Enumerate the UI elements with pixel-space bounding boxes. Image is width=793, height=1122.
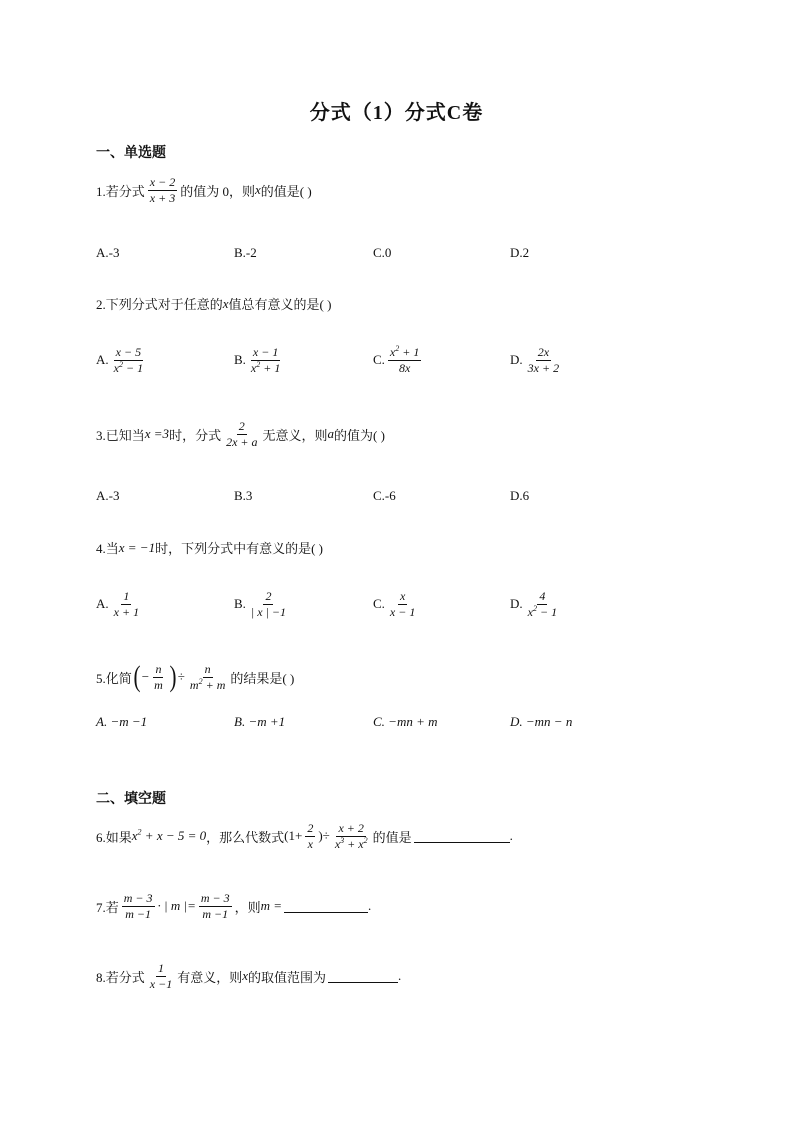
q4-option-a[interactable]	[96, 590, 144, 618]
q7-f1-num: m − 3	[123, 891, 153, 905]
q6-f1-num: 2	[307, 821, 314, 835]
q5-f2-num: n	[204, 661, 211, 676]
q6-open: (1+	[284, 828, 303, 844]
q5-prefix: 5.化简	[96, 670, 132, 686]
q2-d-label: D.	[510, 352, 523, 368]
question-4	[96, 538, 323, 557]
q3-condition: x =3	[144, 426, 170, 442]
section-heading-single-choice: 一、单选题	[96, 146, 166, 161]
q2-b-label: B.	[234, 352, 246, 368]
q4-option-b[interactable]	[234, 590, 291, 618]
q5-f1-den: m	[154, 677, 163, 692]
q3-prefix: 3.已知当	[96, 427, 145, 443]
q2-option-d[interactable]	[510, 346, 564, 374]
q5-f2-den: $m^2 + m$	[189, 676, 226, 692]
q3-option-c[interactable]: C.-6	[373, 488, 396, 503]
q8-answer-blank[interactable]	[328, 970, 398, 983]
question-6	[96, 822, 513, 850]
q3-fraction	[224, 420, 259, 448]
q1-fraction	[148, 176, 177, 204]
q1-mid: 的值为 0，则	[180, 183, 255, 199]
question-2	[96, 294, 331, 313]
q4-b-den: | x | −1	[250, 604, 286, 619]
q4-c-num: x	[399, 589, 406, 603]
q6-f2-den: $x^3 + x^2$	[334, 835, 368, 851]
q2-a-fraction	[112, 346, 145, 374]
q7-mid: · | m |=	[157, 898, 196, 914]
q2-var: x	[222, 295, 229, 311]
q3-option-b[interactable]: B.3	[234, 488, 253, 503]
q6-prefix: 6.如果	[96, 829, 132, 845]
q4-a-num: 1	[123, 589, 130, 603]
q1-option-a[interactable]: A.-3	[96, 245, 120, 260]
q2-b-fraction	[249, 346, 282, 374]
q1-var: x	[254, 182, 261, 198]
q8-f-den: x −1	[149, 976, 173, 991]
q1-suffix: 的值是( )	[260, 183, 312, 199]
q1-prefix: 1.若分式	[96, 183, 145, 199]
q5-option-c[interactable]: C. −mn + m	[373, 714, 438, 729]
q6-divide: ÷	[322, 828, 330, 844]
q7-var: m =	[260, 898, 283, 914]
q3-frac-num: 2	[238, 419, 245, 433]
q2-option-c[interactable]	[373, 346, 424, 374]
q4-option-d[interactable]	[510, 590, 562, 618]
q5-open-paren: (	[133, 660, 141, 693]
q7-f1-den: m −1	[125, 906, 152, 921]
q3-suffix: 的值为( )	[334, 427, 385, 443]
q2-b-num: x − 1	[252, 345, 279, 359]
q2-a-num: x − 5	[115, 345, 142, 359]
question-1	[96, 176, 312, 204]
q5-option-b[interactable]: B. −m +1	[234, 714, 286, 729]
q2-c-label: C.	[373, 352, 385, 368]
q7-fraction-1	[122, 892, 155, 920]
q6-f1-den: x	[307, 836, 313, 851]
q8-mid: 有意义，则	[177, 969, 243, 985]
q5-fraction-1	[152, 663, 165, 691]
q4-c-den: x − 1	[389, 604, 416, 619]
q2-c-fraction	[388, 346, 421, 374]
q5-f1-num: n	[155, 661, 162, 676]
q4-a-fraction	[112, 590, 141, 618]
q5-close-paren: )	[169, 660, 177, 693]
q3-option-d[interactable]: D.6	[510, 488, 530, 503]
q2-c-num: $x^2 + 1$	[389, 344, 420, 359]
q2-a-den: $x^2 - 1$	[113, 359, 144, 375]
q6-fraction-2	[333, 822, 370, 850]
q6-suffix: 的值是	[372, 829, 412, 845]
q4-a-den: x + 1	[113, 604, 140, 619]
q4-suffix: 时，下列分式中有意义的是( )	[155, 541, 324, 556]
q3-var: a	[327, 426, 335, 442]
q5-fraction-2	[188, 663, 227, 691]
q7-fraction-2	[199, 892, 232, 920]
q6-equation: $x^2 + x - 5 = 0$	[131, 827, 207, 844]
page-title: 分式（1）分式C卷	[309, 102, 484, 124]
q6-fraction-1	[305, 822, 315, 850]
section-heading-fill-blank: 二、填空题	[96, 792, 166, 807]
q3-frac-den: 2x + a	[226, 434, 258, 449]
q7-answer-blank[interactable]	[284, 900, 368, 913]
q4-c-fraction	[388, 590, 417, 618]
q2-option-a[interactable]	[96, 346, 148, 374]
q6-end: .	[509, 828, 513, 844]
q7-prefix: 7.若	[96, 899, 119, 915]
q2-d-num: 2x	[537, 345, 550, 359]
q4-a-label: A.	[96, 596, 109, 612]
q8-suffix: 的取值范围为	[248, 969, 327, 985]
q8-fraction	[148, 962, 174, 990]
q1-option-b[interactable]: B.-2	[234, 245, 257, 260]
q2-suffix: 值总有意义的是( )	[228, 297, 332, 312]
q8-prefix: 8.若分式	[96, 969, 145, 985]
q4-d-label: D.	[510, 596, 523, 612]
q5-divide: ÷	[177, 669, 185, 684]
q7-f2-den: m −1	[202, 906, 229, 921]
q4-b-num: 2	[265, 589, 272, 603]
q5-option-a[interactable]: A. −m −1	[96, 714, 148, 729]
q4-b-label: B.	[234, 596, 246, 612]
q5-minus: −	[141, 669, 150, 684]
q2-d-fraction	[526, 346, 561, 374]
q7-f2-num: m − 3	[200, 891, 230, 905]
question-8	[96, 962, 401, 990]
q5-option-d[interactable]: D. −mn − n	[510, 714, 573, 729]
q6-mid: ，那么代数式	[206, 829, 285, 845]
q8-var: x	[242, 968, 248, 984]
q4-d-fraction	[526, 590, 559, 618]
q2-prefix: 2.下列分式对于任意的	[96, 297, 223, 312]
q2-a-label: A.	[96, 352, 109, 368]
q4-b-fraction	[249, 590, 288, 618]
q8-f-num: 1	[157, 961, 164, 975]
q2-c-den: 8x	[398, 360, 411, 375]
q6-answer-blank[interactable]	[414, 830, 510, 843]
q3-option-a[interactable]: A.-3	[96, 488, 120, 503]
q4-c-label: C.	[373, 596, 385, 612]
q1-option-c[interactable]: C.0	[373, 245, 392, 260]
q4-prefix: 4.当	[96, 541, 119, 556]
q4-d-den: $x^2 - 1$	[527, 603, 558, 619]
q1-frac-numerator: x − 2	[149, 175, 176, 189]
q6-f2-num: x + 2	[338, 821, 364, 835]
q2-option-b[interactable]	[234, 346, 285, 374]
q1-option-d[interactable]: D.2	[510, 245, 530, 260]
question-7	[96, 892, 371, 920]
q6-close: )	[318, 828, 323, 844]
q4-d-num: 4	[539, 589, 546, 603]
q4-option-c[interactable]	[373, 590, 420, 618]
question-5	[96, 662, 294, 692]
q2-b-den: $x^2 + 1$	[250, 359, 281, 375]
q3-mid: 时，分式	[169, 427, 222, 443]
q2-d-den: 3x + 2	[527, 360, 560, 375]
q4-condition: x = −1	[118, 539, 156, 555]
q1-frac-denominator: x + 3	[149, 190, 176, 205]
q7-end: .	[368, 898, 372, 914]
q8-end: .	[398, 968, 402, 984]
q5-suffix: 的结果是( )	[230, 670, 295, 686]
q3-mid2: 无意义，则	[262, 427, 328, 443]
q7-mid2: ，则	[234, 899, 261, 915]
question-3	[96, 420, 385, 448]
